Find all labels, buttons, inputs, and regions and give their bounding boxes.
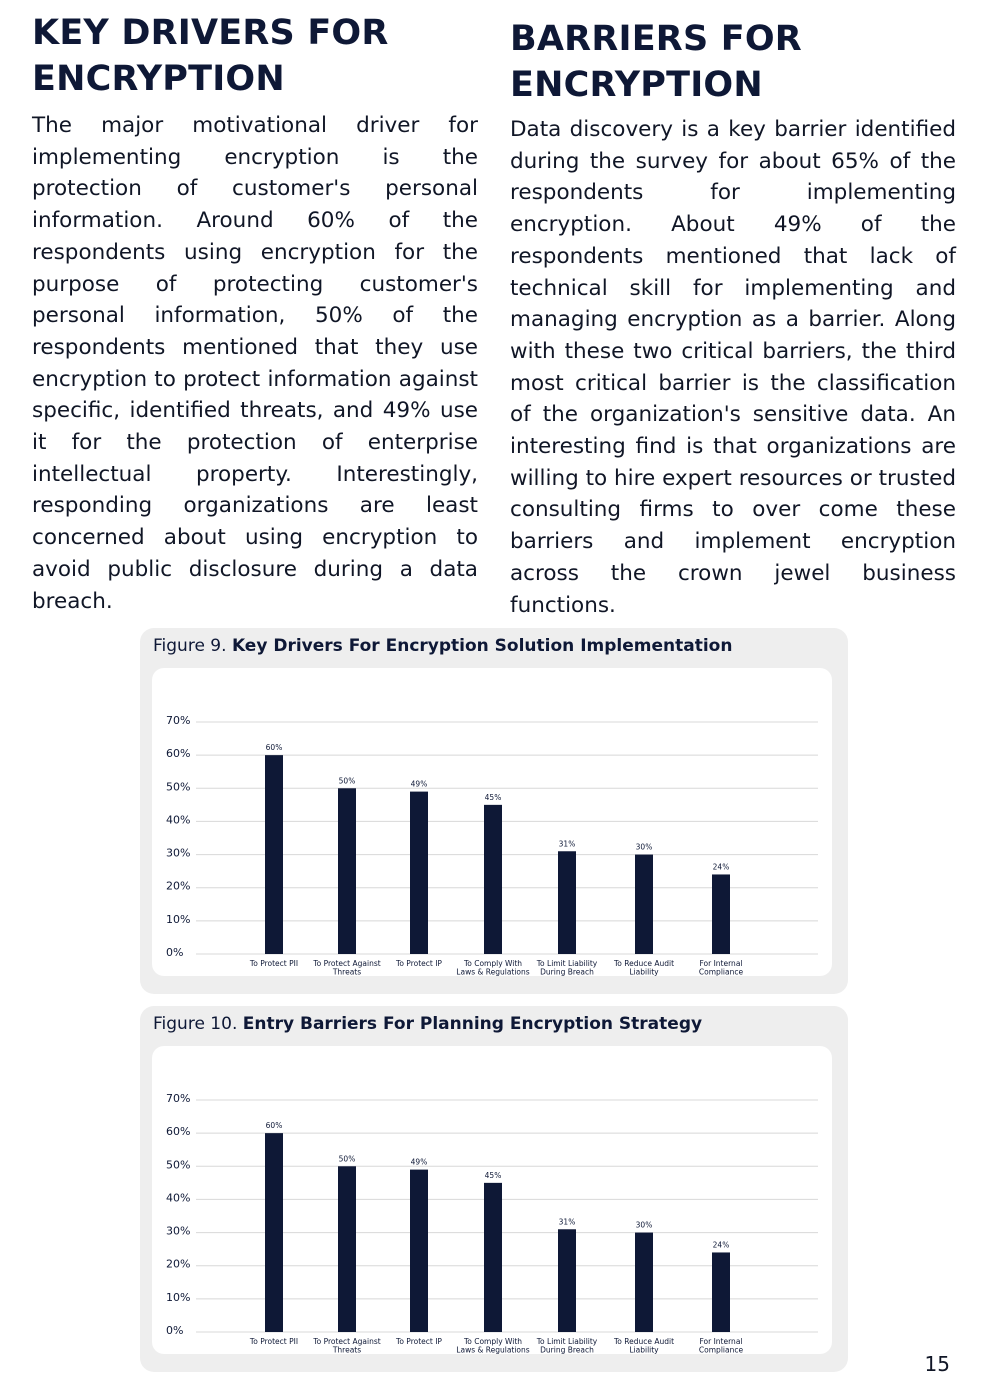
- chart-1-y-tick-label: 0%: [166, 1324, 184, 1337]
- key-drivers-heading: [32, 10, 478, 102]
- chart-1-category-label: Laws & Regulations: [456, 1345, 530, 1354]
- chart-0-y-tick-label: 70%: [166, 714, 191, 727]
- chart-0-bar: [635, 855, 653, 954]
- figure-10-title: [153, 1014, 702, 1034]
- chart-0-bar: [265, 755, 283, 954]
- chart-1-bar: [635, 1233, 653, 1332]
- chart-0-bar: [558, 851, 576, 954]
- chart-1-bar: [338, 1166, 356, 1332]
- chart-1-bar: [265, 1133, 283, 1332]
- chart-0-data-label: 45%: [484, 792, 502, 802]
- chart-1-data-label: 30%: [635, 1220, 653, 1230]
- chart-0-category-label: For Internal: [699, 959, 743, 968]
- chart-1-category-label: To Protect PII: [249, 1337, 299, 1346]
- barriers-paragraph: Data discovery is a key barrier identified during the survey for about 65% of the respondents for implementing encryption. About 49% of the respondents mentioned that lack of technical skill for implementing and managing encryption as a barrier. Along with these two critical barriers, the third most critical barrier is the classification of the organization's sensitive data. An interesting find is that organizations are willing to hire expert resources or trusted consulting firms to over come these barriers and implement encryption across the crown jewel business functions.: [510, 117, 956, 618]
- chart-1-category-label: Threats: [332, 1345, 362, 1354]
- chart-0-data-label: 24%: [712, 862, 730, 872]
- chart-1-y-tick-label: 40%: [166, 1191, 191, 1205]
- chart-1-bar: [410, 1170, 428, 1332]
- chart-1-data-label: 31%: [558, 1217, 576, 1227]
- barriers-heading-line1: BARRIERS FOR: [510, 19, 802, 59]
- chart-0-category-label: Threats: [332, 967, 362, 976]
- chart-0-y-tick-label: 20%: [166, 879, 191, 893]
- chart-1-y-tick-label: 50%: [166, 1158, 191, 1172]
- chart-1-category-label: To Comply With: [463, 1337, 523, 1346]
- chart-1-bar: [558, 1229, 576, 1332]
- chart-1-data-label: 60%: [265, 1121, 283, 1131]
- left-column: [32, 10, 478, 617]
- chart-1-y-tick-label: 60%: [166, 1125, 191, 1139]
- chart-0-data-label: 60%: [265, 743, 283, 753]
- barriers-heading-line2: ENCRYPTION: [510, 65, 763, 105]
- chart-0-bar: [338, 788, 356, 954]
- chart-1-data-label: 45%: [484, 1170, 502, 1180]
- chart-0-bar: [410, 792, 428, 954]
- chart-0-category-label: To Protect Against: [313, 959, 381, 968]
- chart-0-category-label: To Protect IP: [396, 959, 442, 968]
- chart-0-category-label: To Reduce Audit: [613, 959, 675, 968]
- chart-0-y-tick-label: 10%: [166, 912, 191, 926]
- figure-9-chart-card: [152, 668, 832, 976]
- key-drivers-heading-line2: ENCRYPTION: [32, 59, 285, 99]
- chart-1-data-label: 24%: [712, 1240, 730, 1250]
- chart-0-y-tick-label: 60%: [166, 747, 191, 761]
- chart-0-bar: [484, 805, 502, 954]
- chart-1-bar: [712, 1252, 730, 1332]
- chart-1-y-tick-label: 70%: [166, 1092, 191, 1105]
- chart-0-y-tick-label: 30%: [166, 846, 191, 860]
- chart-1-category-label: To Protect IP: [396, 1337, 442, 1346]
- chart-0-y-tick-label: 0%: [166, 946, 184, 959]
- chart-1-category-label: During Breach: [540, 1345, 594, 1354]
- figure-10-label: Figure 10.: [153, 1014, 238, 1034]
- chart-1-bar: [484, 1183, 502, 1332]
- key-drivers-heading-line1: KEY DRIVERS FOR: [32, 13, 389, 53]
- chart-1-category-label: Liability: [629, 1345, 659, 1354]
- chart-1-y-tick-label: 10%: [166, 1290, 191, 1304]
- chart-0-y-tick-label: 50%: [166, 780, 191, 794]
- chart-0-category-label: To Comply With: [463, 959, 523, 968]
- chart-0-data-label: 31%: [558, 839, 576, 849]
- figure-10-chart: [152, 1046, 832, 1354]
- page-number: 15: [924, 1352, 950, 1376]
- chart-0-category-label: To Protect PII: [249, 959, 299, 968]
- chart-0-category-label: Compliance: [698, 967, 744, 976]
- figure-9-label: Figure 9.: [153, 636, 227, 656]
- chart-1-data-label: 49%: [410, 1157, 428, 1167]
- chart-1-category-label: For Internal: [699, 1337, 743, 1346]
- figure-9-title-text: Key Drivers For Encryption Solution Implementation: [231, 636, 733, 656]
- chart-0-data-label: 30%: [635, 842, 653, 852]
- figure-10-title-text: Entry Barriers For Planning Encryption Strategy: [242, 1014, 703, 1034]
- chart-1-category-label: To Reduce Audit: [613, 1337, 675, 1346]
- chart-1-y-tick-label: 20%: [166, 1257, 191, 1271]
- chart-0-bar: [712, 874, 730, 954]
- chart-0-data-label: 50%: [338, 776, 356, 786]
- chart-0-data-label: 49%: [410, 779, 428, 789]
- chart-1-data-label: 50%: [338, 1154, 356, 1164]
- key-drivers-paragraph: The major motivational driver for implementing encryption is the protection of customer's personal information. Around 60% of the respondents using encryption for the purpose of protecting customer's personal information, 50% of the respondents mentioned that they use encryption to protect information against specific, identified threats, and 49% use it for the protection of enterprise intellectual property. Interestingly, responding organizations are least concerned about using encryption to avoid public disclosure during a data breach.: [32, 113, 478, 614]
- figure-10-chart-card: [152, 1046, 832, 1354]
- chart-0-category-label: Laws & Regulations: [456, 967, 530, 976]
- chart-0-category-label: Liability: [629, 967, 659, 976]
- chart-0-category-label: To Limit Liability: [536, 959, 598, 968]
- chart-1-y-tick-label: 30%: [166, 1224, 191, 1238]
- figure-10-panel: [140, 1006, 848, 1372]
- barriers-heading: [510, 16, 956, 108]
- figure-9-chart: [152, 668, 832, 976]
- chart-0-y-tick-label: 40%: [166, 813, 191, 827]
- chart-1-category-label: To Limit Liability: [536, 1337, 598, 1346]
- chart-1-category-label: Compliance: [698, 1345, 744, 1354]
- chart-1-category-label: To Protect Against: [313, 1337, 381, 1346]
- figure-9-panel: [140, 628, 848, 994]
- chart-0-category-label: During Breach: [540, 967, 594, 976]
- right-column: [510, 16, 956, 621]
- figure-9-title: [153, 636, 732, 656]
